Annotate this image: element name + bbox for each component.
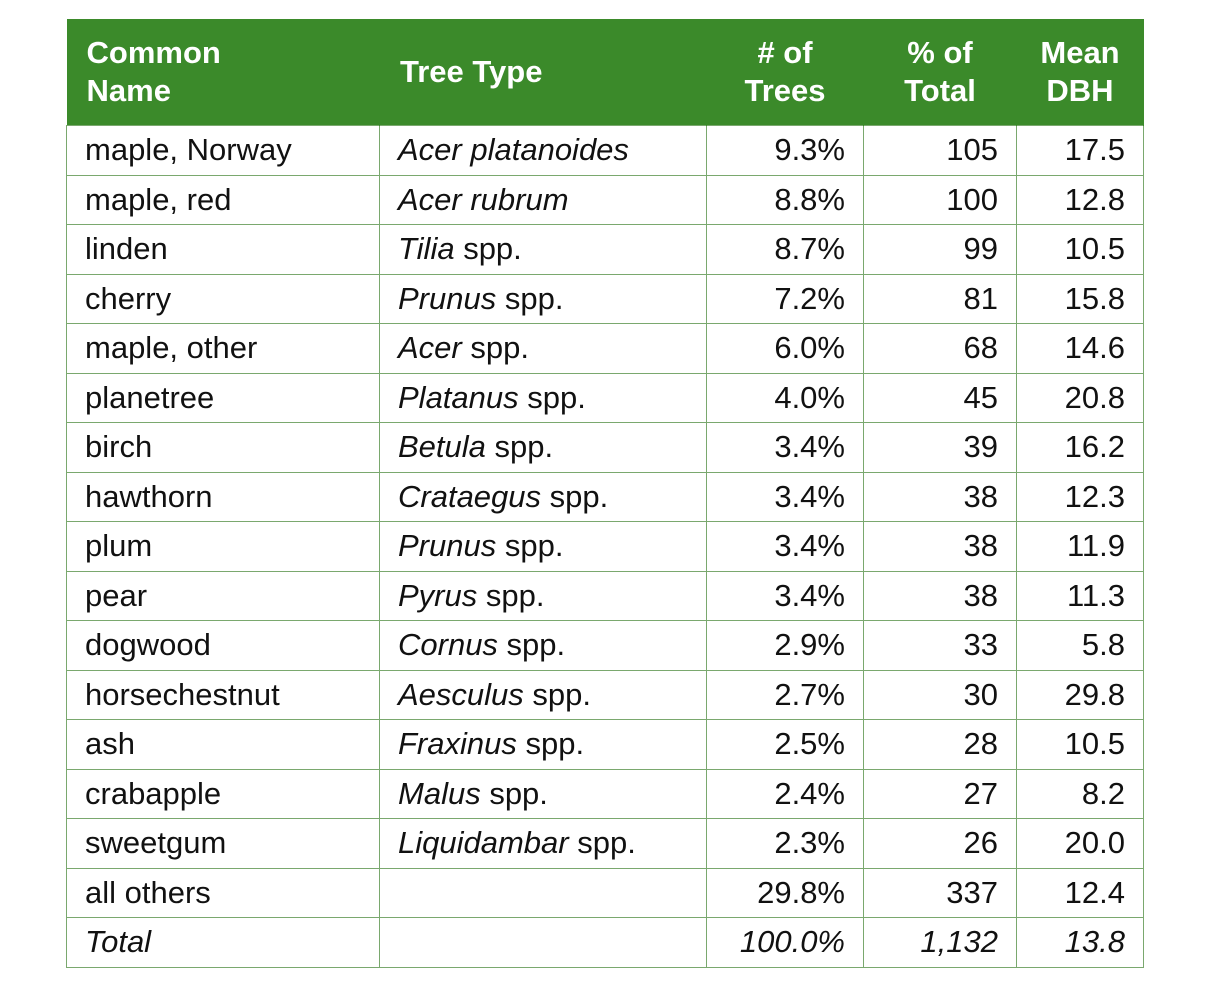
common-name-cell: cherry xyxy=(67,274,380,324)
common-name-cell: plum xyxy=(67,522,380,572)
table-row xyxy=(67,225,1144,275)
species-suffix: spp. xyxy=(461,330,529,366)
genus-name: Cornus xyxy=(398,627,498,663)
genus-name: Aesculus xyxy=(398,676,524,712)
table-row xyxy=(67,175,1144,225)
table-row xyxy=(67,868,1144,918)
header-pct-total-line2: Total xyxy=(904,73,976,108)
dbh-cell: 10.5 xyxy=(1017,720,1144,770)
table-row xyxy=(67,472,1144,522)
species-suffix: spp. xyxy=(477,577,545,613)
header-tree-type-label: Tree Type xyxy=(400,54,543,89)
common-name-cell: maple, red xyxy=(67,175,380,225)
dbh-cell: 29.8 xyxy=(1017,670,1144,720)
count-cell: 38 xyxy=(864,571,1017,621)
dbh-cell: 12.8 xyxy=(1017,175,1144,225)
tree-type-cell xyxy=(380,621,707,671)
table-row xyxy=(67,769,1144,819)
common-name-cell: ash xyxy=(67,720,380,770)
species-suffix: spp. xyxy=(496,280,564,316)
species-suffix: spp. xyxy=(516,726,585,762)
table-row xyxy=(67,621,1144,671)
common-name-cell: crabapple xyxy=(67,769,380,819)
pct-cell: 6.0% xyxy=(707,324,864,374)
header-common-name xyxy=(67,19,380,126)
header-num-trees-line2: Trees xyxy=(744,73,826,108)
pct-cell: 2.5% xyxy=(707,720,864,770)
genus-name: Platanus xyxy=(398,379,519,415)
dbh-cell: 8.2 xyxy=(1017,769,1144,819)
tree-type-cell xyxy=(380,274,707,324)
tree-species-table-container xyxy=(66,19,1143,968)
count-cell: 81 xyxy=(864,274,1017,324)
genus-name: Fraxinus xyxy=(398,726,517,762)
genus-name: Tilia xyxy=(398,231,455,267)
header-num-trees-line1: # of xyxy=(757,35,813,70)
common-name-cell: linden xyxy=(67,225,380,275)
count-cell: 45 xyxy=(864,373,1017,423)
count-cell: 39 xyxy=(864,423,1017,473)
table-row xyxy=(67,373,1144,423)
tree-type-cell xyxy=(380,225,707,275)
table-row xyxy=(67,423,1144,473)
dbh-cell: 14.6 xyxy=(1017,324,1144,374)
common-name-cell: pear xyxy=(67,571,380,621)
common-name-cell: sweetgum xyxy=(67,819,380,869)
common-name-cell: planetree xyxy=(67,373,380,423)
pct-cell: 7.2% xyxy=(707,274,864,324)
header-tree-type xyxy=(380,19,707,126)
dbh-cell: 15.8 xyxy=(1017,274,1144,324)
count-cell: 26 xyxy=(864,819,1017,869)
pct-cell: 2.7% xyxy=(707,670,864,720)
header-row xyxy=(67,19,1144,126)
dbh-cell: 11.3 xyxy=(1017,571,1144,621)
count-cell: 27 xyxy=(864,769,1017,819)
header-num-trees xyxy=(707,19,864,126)
count-cell: 38 xyxy=(864,522,1017,572)
common-name-cell: hawthorn xyxy=(67,472,380,522)
total-label: Total xyxy=(67,918,380,968)
tree-type-cell xyxy=(380,373,707,423)
genus-name: Malus xyxy=(398,775,481,811)
common-name-cell: birch xyxy=(67,423,380,473)
species-suffix: spp. xyxy=(485,429,554,465)
genus-name: Liquidambar xyxy=(398,825,569,861)
pct-cell: 2.4% xyxy=(707,769,864,819)
header-mean-dbh-line2: DBH xyxy=(1046,73,1114,108)
tree-type-cell xyxy=(380,571,707,621)
tree-type-cell xyxy=(380,868,707,918)
pct-cell: 2.9% xyxy=(707,621,864,671)
dbh-cell: 16.2 xyxy=(1017,423,1144,473)
header-mean-dbh xyxy=(1017,19,1144,126)
tree-type-cell xyxy=(380,472,707,522)
pct-cell: 2.3% xyxy=(707,819,864,869)
tree-type-cell xyxy=(380,324,707,374)
table-row xyxy=(67,720,1144,770)
table-row xyxy=(67,126,1144,176)
tree-type-cell xyxy=(380,175,707,225)
header-mean-dbh-line1: Mean xyxy=(1040,35,1120,70)
count-cell: 337 xyxy=(864,868,1017,918)
pct-cell: 3.4% xyxy=(707,522,864,572)
species-suffix: spp. xyxy=(497,627,566,663)
count-cell: 105 xyxy=(864,126,1017,176)
count-cell: 99 xyxy=(864,225,1017,275)
total-dbh: 13.8 xyxy=(1017,918,1144,968)
table-row xyxy=(67,274,1144,324)
dbh-cell: 12.3 xyxy=(1017,472,1144,522)
genus-name: Betula xyxy=(398,429,486,465)
tree-type-cell xyxy=(380,720,707,770)
header-common-name-line1: Common xyxy=(86,35,221,70)
total-row xyxy=(67,918,1144,968)
tree-species-table xyxy=(66,19,1144,968)
common-name-cell: horsechestnut xyxy=(67,670,380,720)
table-header xyxy=(67,19,1144,126)
species-suffix: spp. xyxy=(518,379,586,415)
dbh-cell: 20.0 xyxy=(1017,819,1144,869)
table-row xyxy=(67,324,1144,374)
header-pct-total-line1: % of xyxy=(907,35,973,70)
genus-name: Acer platanoides xyxy=(398,132,629,168)
common-name-cell: all others xyxy=(67,868,380,918)
count-cell: 38 xyxy=(864,472,1017,522)
common-name-cell: dogwood xyxy=(67,621,380,671)
tree-type-cell xyxy=(380,423,707,473)
dbh-cell: 11.9 xyxy=(1017,522,1144,572)
total-pct: 100.0% xyxy=(707,918,864,968)
pct-cell: 4.0% xyxy=(707,373,864,423)
count-cell: 30 xyxy=(864,670,1017,720)
genus-name: Acer rubrum xyxy=(398,181,569,217)
table-row xyxy=(67,819,1144,869)
genus-name: Crataegus xyxy=(398,478,542,514)
count-cell: 68 xyxy=(864,324,1017,374)
count-cell: 28 xyxy=(864,720,1017,770)
dbh-cell: 5.8 xyxy=(1017,621,1144,671)
genus-name: Pyrus xyxy=(398,577,478,613)
header-pct-total xyxy=(864,19,1017,126)
dbh-cell: 20.8 xyxy=(1017,373,1144,423)
count-cell: 100 xyxy=(864,175,1017,225)
pct-cell: 8.7% xyxy=(707,225,864,275)
species-suffix: spp. xyxy=(568,825,636,861)
species-suffix: spp. xyxy=(496,528,564,564)
dbh-cell: 17.5 xyxy=(1017,126,1144,176)
pct-cell: 8.8% xyxy=(707,175,864,225)
total-count: 1,132 xyxy=(864,918,1017,968)
species-suffix: spp. xyxy=(523,676,592,712)
pct-cell: 3.4% xyxy=(707,472,864,522)
table-row xyxy=(67,522,1144,572)
tree-type-cell xyxy=(380,126,707,176)
table-body xyxy=(67,126,1144,968)
dbh-cell: 12.4 xyxy=(1017,868,1144,918)
pct-cell: 29.8% xyxy=(707,868,864,918)
common-name-cell: maple, Norway xyxy=(67,126,380,176)
tree-type-cell xyxy=(380,769,707,819)
genus-name: Prunus xyxy=(398,280,497,316)
genus-name: Acer xyxy=(398,330,462,366)
total-tree-type xyxy=(380,918,707,968)
pct-cell: 3.4% xyxy=(707,423,864,473)
common-name-cell: maple, other xyxy=(67,324,380,374)
species-suffix: spp. xyxy=(541,478,609,514)
species-suffix: spp. xyxy=(480,775,548,811)
count-cell: 33 xyxy=(864,621,1017,671)
table-row xyxy=(67,571,1144,621)
species-suffix: spp. xyxy=(454,231,522,267)
tree-type-cell xyxy=(380,819,707,869)
table-row xyxy=(67,670,1144,720)
header-common-name-line2: Name xyxy=(86,73,171,108)
tree-type-cell xyxy=(380,670,707,720)
pct-cell: 9.3% xyxy=(707,126,864,176)
pct-cell: 3.4% xyxy=(707,571,864,621)
tree-type-cell xyxy=(380,522,707,572)
dbh-cell: 10.5 xyxy=(1017,225,1144,275)
genus-name: Prunus xyxy=(398,528,497,564)
